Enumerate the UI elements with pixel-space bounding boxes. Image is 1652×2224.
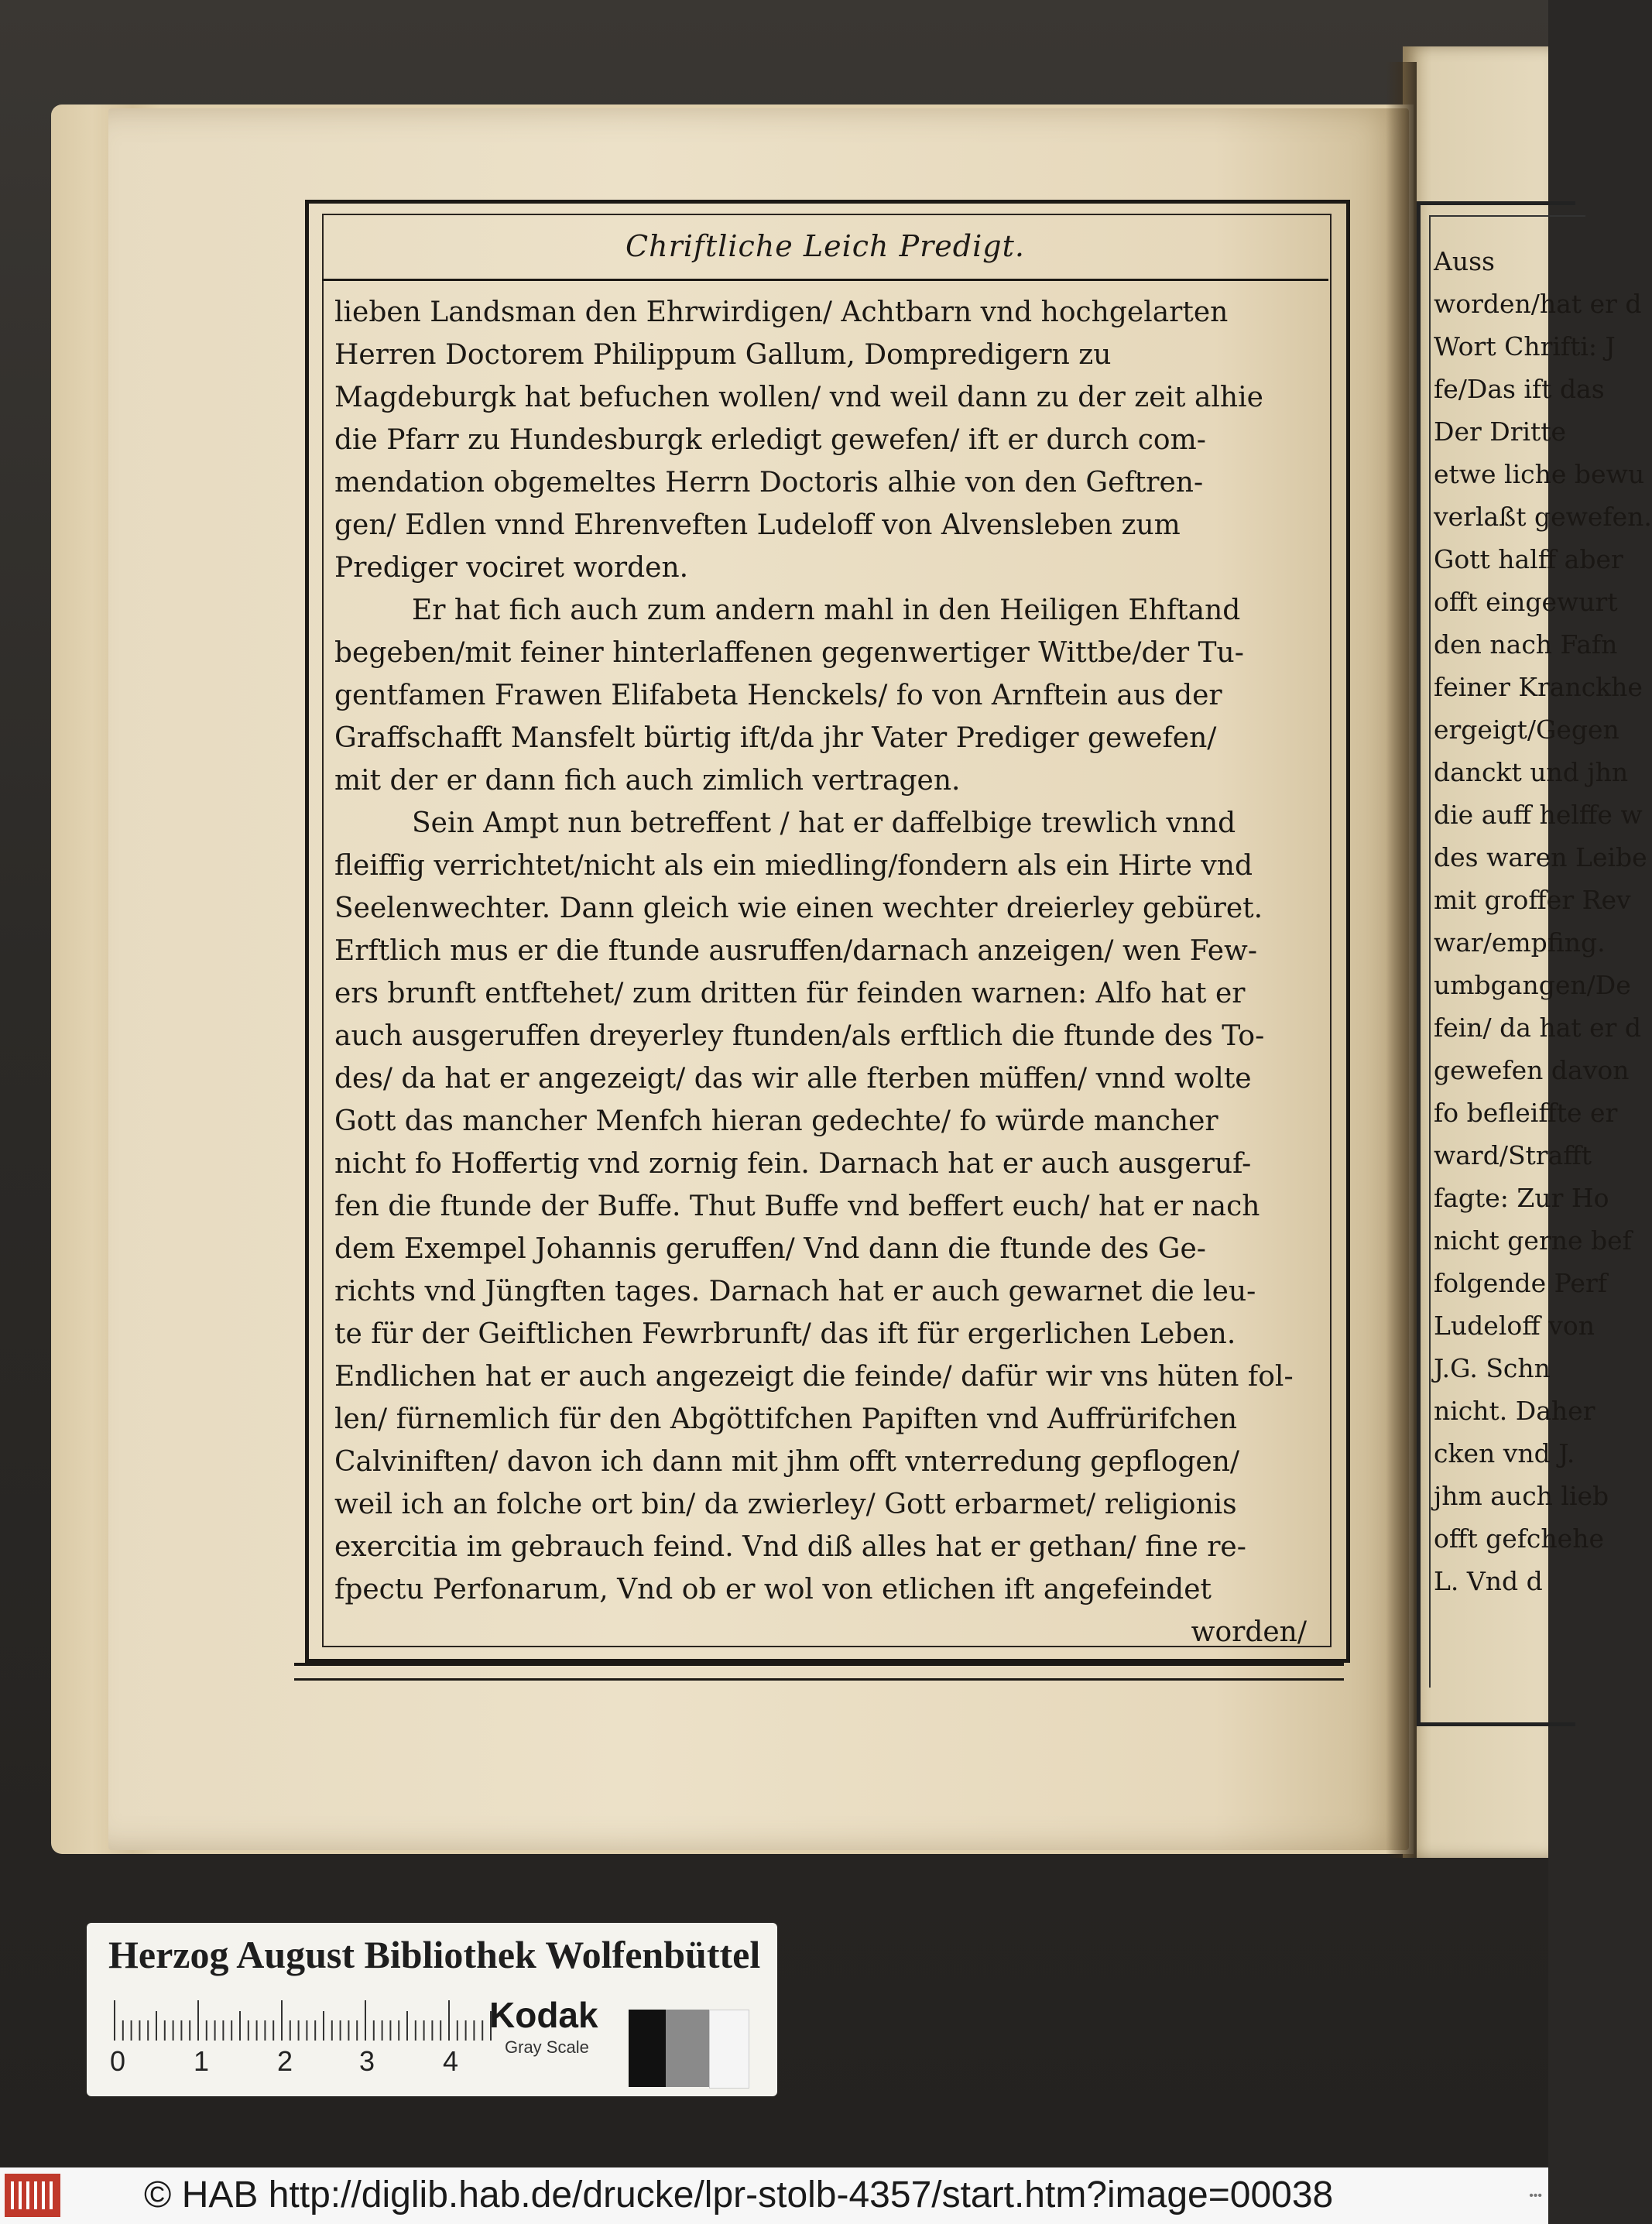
facing-page-line: feiner Kranckhe bbox=[1434, 672, 1643, 702]
facing-page-text bbox=[1434, 240, 1652, 1602]
text-line: nicht fo Hoffertig vnd zornig fein. Darnach hat er auch ausgeruf- bbox=[334, 1148, 1252, 1180]
facing-page-line: offt gefchehe bbox=[1434, 1523, 1604, 1554]
text-line: Herren Doctorem Philippum Gallum, Dompredigern zu bbox=[334, 339, 1112, 371]
text-line: richts vnd Jüngften tages. Darnach hat er auch gewarnet die leu- bbox=[334, 1276, 1256, 1307]
text-line: Endlichen hat er auch angezeigt die feinde/ dafür wir vns hüten fol- bbox=[334, 1361, 1294, 1393]
gray-patch-mid bbox=[666, 2010, 709, 2087]
text-line: auch ausgeruffen dreyerley ftunden/als erftlich die ftunde des To- bbox=[334, 1020, 1265, 1052]
text-line: exercitia im gebrauch feind. Vnd diß alles hat er gethan/ fine re- bbox=[334, 1531, 1246, 1563]
facing-page bbox=[1403, 46, 1652, 1858]
text-line: Graffschafft Mansfelt bürtig ift/da jhr Vater Prediger gewefen/ bbox=[334, 722, 1217, 754]
facing-page-line: danckt und jhn bbox=[1434, 757, 1629, 787]
facing-page-line: offt eingewurt bbox=[1434, 587, 1618, 617]
ruler-label: 0 bbox=[110, 2045, 126, 2077]
gray-patch-white bbox=[709, 2010, 749, 2089]
text-line: lieben Landsman den Ehrwirdigen/ Achtbarn vnd hochgelarten bbox=[334, 296, 1229, 328]
footer-bar bbox=[0, 2167, 1548, 2224]
bottom-rule bbox=[294, 1663, 1344, 1666]
facing-page-line: den nach Fafn bbox=[1434, 629, 1618, 660]
text-line: mit der er dann fich auch zimlich vertragen. bbox=[334, 765, 961, 797]
facing-page-line: ward/Strafft bbox=[1434, 1140, 1592, 1170]
facing-page-line: Der Dritte bbox=[1434, 416, 1567, 447]
text-line: fpectu Perfonarum, Vnd ob er wol von etlichen ift angefeindet bbox=[334, 1574, 1212, 1605]
text-line: Er hat fich auch zum andern mahl in den Heiligen Ehftand bbox=[412, 595, 1241, 626]
facing-page-line: Wort Chrifti: J bbox=[1434, 331, 1616, 362]
facing-page-line: mit groffer Rev bbox=[1434, 885, 1631, 915]
gutter-shadow bbox=[1386, 62, 1417, 1858]
footer-copyright-link[interactable]: © HAB http://diglib.hab.de/drucke/lpr-stolb-4357/start.htm?image=00038 bbox=[144, 2174, 1334, 2215]
gray-scale-label: Gray Scale bbox=[505, 2037, 589, 2057]
facing-page-line: Auss bbox=[1434, 246, 1495, 276]
text-line: worden/ bbox=[1191, 1616, 1307, 1648]
text-line: ers brunft entftehet/ zum dritten für feinden warnen: Alfo hat er bbox=[334, 978, 1246, 1009]
text-line: fen die ftunde der Buffe. Thut Buffe vnd beffert euch/ hat er nach bbox=[334, 1191, 1260, 1222]
facing-page-line: folgende Perf bbox=[1434, 1268, 1607, 1298]
library-name: Herzog August Bibliothek Wolfenbüttel bbox=[108, 1933, 761, 1976]
facing-page-line: ergeigt/Gegen bbox=[1434, 714, 1619, 745]
text-line: weil ich an folche ort bin/ da zwierley/ Gott erbarmet/ religionis bbox=[334, 1489, 1237, 1520]
header-rule bbox=[322, 279, 1328, 281]
ruler-scale bbox=[105, 1997, 539, 2044]
text-line: Magdeburgk hat befuchen wollen/ vnd weil dann zu der zeit alhie bbox=[334, 382, 1263, 413]
gray-patch-black bbox=[629, 2010, 666, 2087]
facing-page-line: Gott halff aber bbox=[1434, 544, 1623, 574]
text-line: die Pfarr zu Hundesburgk erledigt gewefen/ ift er durch com- bbox=[334, 424, 1206, 456]
text-line: te für der Geiftlichen Fewrbrunft/ das ift für ergerlichen Leben. bbox=[334, 1318, 1236, 1350]
facing-page-line: J.G. Schn bbox=[1434, 1353, 1551, 1383]
facing-page-line: nicht gerne bef bbox=[1434, 1225, 1632, 1256]
facing-page-line: Ludeloff von bbox=[1434, 1311, 1595, 1341]
facing-page-line: verlaßt gewefen. bbox=[1434, 502, 1652, 532]
ruler-label: 1 bbox=[194, 2045, 210, 2077]
facing-page-line: cken vnd J. bbox=[1434, 1438, 1575, 1468]
facing-page-line: worden/hat er d bbox=[1434, 289, 1642, 319]
hab-logo-icon bbox=[5, 2174, 60, 2217]
text-line: begeben/mit feiner hinterlaffenen gegenwertiger Wittbe/der Tu- bbox=[334, 637, 1244, 669]
facing-page-line: etwe liche bewu bbox=[1434, 459, 1645, 489]
kodak-logo-text: Kodak bbox=[489, 1995, 598, 2035]
text-line: gentfamen Frawen Elifabeta Henckels/ fo von Arnftein aus der bbox=[334, 680, 1222, 711]
page-body-text bbox=[334, 291, 1307, 1653]
text-line: Seelenwechter. Dann gleich wie einen wechter dreierley gebüret. bbox=[334, 893, 1263, 924]
facing-page-line: fein/ da hat er d bbox=[1434, 1013, 1642, 1043]
facing-page-line: war/empfing. bbox=[1434, 927, 1606, 958]
text-line: Prediger vociret worden. bbox=[334, 552, 689, 584]
ruler-label: 3 bbox=[359, 2045, 375, 2077]
ruler-label: 2 bbox=[277, 2045, 293, 2077]
text-line: gen/ Edlen vnnd Ehrenveften Ludeloff von Alvensleben zum bbox=[334, 509, 1181, 541]
ruler-label: 4 bbox=[443, 2045, 459, 2077]
facing-page-line: die auff helffe w bbox=[1434, 800, 1643, 830]
facing-page-line: fo befleiffte er bbox=[1434, 1098, 1618, 1128]
text-line: des/ da hat er angezeigt/ das wir alle fterben müffen/ vnnd wolte bbox=[334, 1063, 1252, 1095]
footer-corner-marker: ••• bbox=[1529, 2189, 1542, 2202]
text-line: Gott das mancher Menfch hieran gedechte/ fo würde mancher bbox=[334, 1105, 1218, 1137]
text-line: Calviniften/ davon ich dann mit jhm offt vnterredung gepflogen/ bbox=[334, 1446, 1240, 1478]
facing-page-line: nicht. Daher bbox=[1434, 1396, 1595, 1426]
color-reference-card bbox=[87, 1923, 777, 2096]
facing-page-line: fagte: Zur Ho bbox=[1434, 1183, 1609, 1213]
facing-page-line: des waren Leibe bbox=[1434, 842, 1647, 872]
facing-page-line: umbgangen/De bbox=[1434, 970, 1631, 1000]
text-line: mendation obgemeltes Herrn Doctoris alhie von den Geftren- bbox=[334, 467, 1204, 499]
bottom-rule-secondary bbox=[294, 1678, 1344, 1681]
text-line: Erftlich mus er die ftunde ausruffen/darnach anzeigen/ wen Few- bbox=[334, 935, 1258, 967]
facing-page-line: fe/Das ift das bbox=[1434, 374, 1605, 404]
text-line: len/ fürnemlich für den Abgöttifchen Papiften vnd Auffrürifchen bbox=[334, 1403, 1238, 1435]
text-line: Sein Ampt nun betreffent / hat er daffelbige trewlich vnnd bbox=[412, 807, 1236, 839]
text-line: fleiffig verrichtet/nicht als ein miedling/fondern als ein Hirte vnd bbox=[334, 850, 1253, 882]
facing-page-line: L. Vnd d bbox=[1434, 1566, 1543, 1596]
running-header: Chriftliche Leich Predigt. bbox=[625, 229, 1025, 263]
facing-page-line: jhm auch lieb bbox=[1434, 1481, 1609, 1511]
facing-page-line: gewefen davon bbox=[1434, 1055, 1630, 1085]
text-line: dem Exempel Johannis geruffen/ Vnd dann die ftunde des Ge- bbox=[334, 1233, 1206, 1265]
